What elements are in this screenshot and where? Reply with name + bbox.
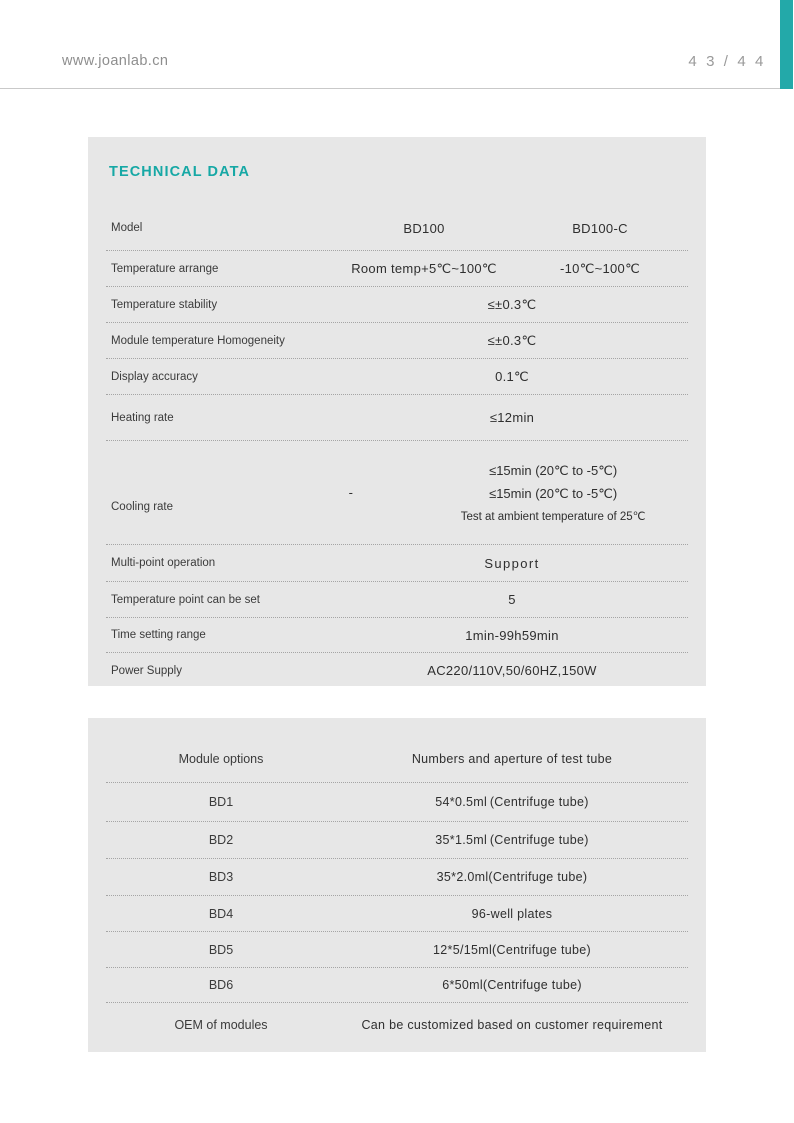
row-label: BD6: [208, 978, 234, 992]
table-row: [106, 358, 688, 394]
row-label: BD3: [208, 870, 234, 884]
row-value: 6*50ml(Centrifuge tube): [442, 978, 582, 992]
row-value: 1min-99h59min: [465, 627, 559, 643]
table-row: [106, 967, 688, 1002]
row-value: ≤±0.3℃: [487, 296, 537, 312]
module-options-panel: [88, 718, 706, 1052]
table-row: [106, 782, 688, 821]
row-label: BD2: [208, 833, 234, 847]
table-row: [106, 858, 688, 895]
header-divider: [0, 88, 780, 89]
row-label-wrap: [106, 441, 283, 544]
row-label: Heating rate: [111, 411, 174, 424]
row-value: ≤12min: [489, 410, 535, 425]
table-row: [106, 581, 688, 617]
table-row: [106, 1002, 688, 1047]
table-row: [106, 617, 688, 652]
row-label: Temperature stability: [111, 298, 218, 311]
row-value: Support: [484, 555, 540, 571]
row-label: BD1: [208, 795, 234, 809]
cooling-line-2: ≤15min (20℃ to -5℃): [489, 485, 618, 501]
row-value: 35*1.5ml (Centrifuge tube): [435, 833, 589, 847]
column-header-tube-spec: Numbers and aperture of test tube: [411, 752, 613, 766]
table-row: [106, 821, 688, 858]
row-value: AC220/110V,50/60HZ,150W: [427, 663, 597, 678]
row-label: Temperature arrange: [111, 262, 219, 275]
site-url: www.joanlab.cn: [62, 53, 169, 69]
table-row: [106, 394, 688, 440]
technical-data-panel: [88, 137, 706, 686]
table-row: [106, 652, 688, 688]
row-value: 12*5/15ml(Centrifuge tube): [433, 942, 591, 957]
table-row: [106, 286, 688, 322]
row-label: Temperature point can be set: [111, 593, 260, 606]
row-value: 96-well plates: [471, 906, 553, 921]
table-row: [106, 544, 688, 581]
row-value: 35*2.0ml(Centrifuge tube): [436, 870, 588, 884]
page-number: 4 3 / 4 4: [688, 53, 766, 70]
table-row: [106, 931, 688, 967]
table-row-cooling-rate: [106, 440, 688, 544]
row-label: OEM of modules: [174, 1018, 268, 1032]
cooling-line-3: Test at ambient temperature of 25℃: [460, 510, 646, 523]
row-value: 0.1℃: [495, 368, 529, 384]
row-label: Power Supply: [111, 664, 182, 677]
row-label: BD5: [208, 942, 234, 957]
column-header-bd100: BD100: [403, 220, 445, 236]
module-options-table: [106, 736, 688, 1047]
row-value: 54*0.5ml (Centrifuge tube): [435, 795, 589, 809]
row-label: BD4: [208, 906, 234, 921]
header-accent-bar: [780, 0, 793, 89]
row-label: Module temperature Homogeneity: [111, 334, 285, 347]
row-value: Can be customized based on customer requirement: [361, 1018, 663, 1032]
row-label: Multi-point operation: [111, 557, 216, 569]
row-value: 5: [508, 592, 516, 607]
row-label: Model: [111, 222, 143, 234]
technical-data-table: [106, 206, 688, 688]
table-row: [106, 322, 688, 358]
table-row: [106, 895, 688, 931]
table-header-row: [106, 736, 688, 782]
row-value-bd100c: -10℃~100℃: [560, 260, 640, 276]
table-row: [106, 250, 688, 286]
table-row: [106, 206, 688, 250]
row-value-bd100c: [418, 441, 688, 544]
row-label: Time setting range: [111, 629, 206, 641]
cooling-line-1: ≤15min (20℃ to -5℃): [489, 462, 618, 478]
column-header-bd100c: BD100-C: [572, 220, 628, 236]
column-header-module-options: Module options: [178, 752, 264, 766]
row-label: Display accuracy: [111, 370, 198, 383]
row-value-bd100: Room temp+5℃~100℃: [351, 260, 497, 276]
row-label: Cooling rate: [111, 501, 174, 513]
page-title: TECHNICAL DATA: [109, 164, 251, 180]
page-header: [0, 0, 794, 90]
row-value-bd100: -: [348, 485, 353, 500]
row-value: ≤±0.3℃: [487, 332, 537, 348]
cooling-rate-lines: [461, 463, 646, 523]
